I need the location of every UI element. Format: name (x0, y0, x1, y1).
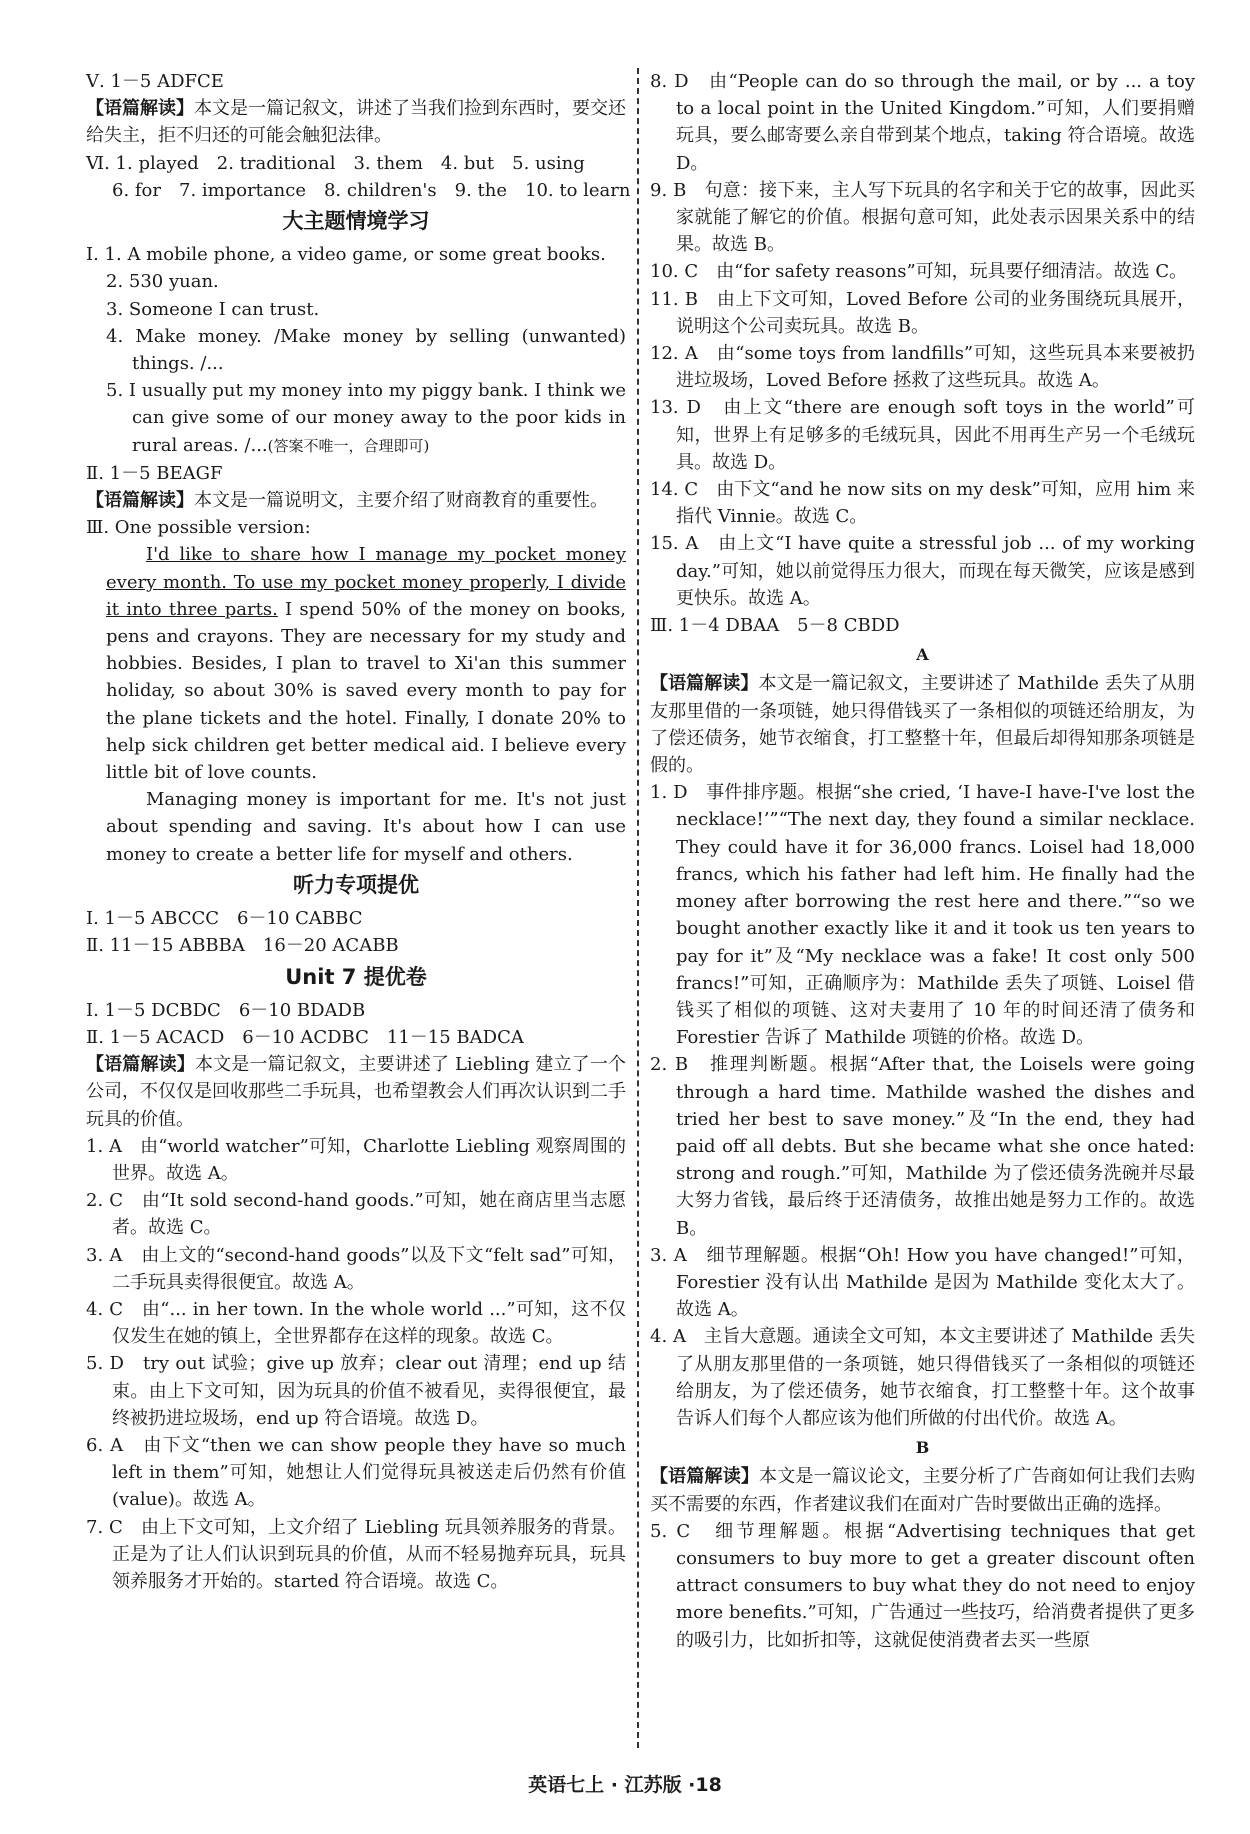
explanation-item: 9. B 句意：接下来，主人写下玩具的名字和关于它的故事，因此买家就能了解它的价值。根据句意可知，此处表示因果关系中的结果。故选 B。 (650, 179, 1195, 256)
unit7-ii-answers: Ⅱ. 1－5 ACACD 6－10 ACDBC 11－15 BADCA (86, 1026, 524, 1048)
explanation-item: 5. D try out 试验；give up 放弃；clear out 清理；end up 结束。由上下文可知，因为玩具的价值不被看见，卖得很便宜，最终被扔进垃圾场，end up 符合语境。故选 D。 (86, 1353, 626, 1429)
vi-answers-line2: 6. for 7. importance 8. children's 9. the 10. to learn (112, 179, 631, 201)
explanation-item: 4. A 主旨大意题。通读全文可知，本文主要讲述了 Mathilde 丢失了从朋友那里借的一条项链，她只得借钱买了一条相似的项链还给朋友，为了偿还债务，她节衣缩食，打工整整十年。这个故事告诉人们每个人都应该为他们所做的付出代价。故选 A。 (650, 1326, 1195, 1429)
theme-i-5-note: (答案不唯一，合理即可) (267, 436, 430, 455)
theme-i-4: 4. Make money. /Make money by selling (unwanted) things. /... (106, 325, 626, 375)
explanation-item: 7. C 由上下文可知，上文介绍了 Liebling 玩具领养服务的背景。正是为了让人们认识到玩具的价值，从而不轻易抛弃玩具，玩具领养服务才开始的。started 符合语境。故选 C。 (86, 1516, 626, 1592)
right-column (650, 68, 1195, 1654)
explanation-item: 11. B 由上下文可知，Loved Before 公司的业务围绕玩具展开，说明这个公司卖玩具。故选 B。 (650, 288, 1195, 337)
v-answers: Ⅴ. 1－5 ADFCE (86, 71, 224, 92)
reading-iii-answers: Ⅲ. 1－4 DBAA 5－8 CBDD (650, 615, 900, 637)
explanation-item: 2. B 推理判断题。根据“After that, the Loisels were going through a hard time. Mathilde washed the dishes and tried her best to save money.”及“In the end, they had paid off all debts. But she became what she once hated: strong and rough.”可知，Mathilde 为了偿还债务洗碗并尽最大努力省钱，最后终于还清债务，故推出她是努力工作的。故选 B。 (650, 1054, 1195, 1239)
explanation-item: 4. C 由“... in her town. In the whole world ...”可知，这不仅仅发生在她的镇上，全世界都存在这样的现象。故选 C。 (86, 1298, 626, 1348)
explanation-item: 6. A 由下文“then we can show people they have so much left in them”可知，她想让人们觉得玩具被送走后仍然有价值(value)。故选 A。 (86, 1434, 626, 1511)
passage-b-heading: B (915, 1438, 930, 1458)
reading-text: 本文是一篇议论文，主要分析了广告商如何让我们去购买不需要的东西，作者建议我们在面对广告时要做出正确的选择。 (650, 1466, 1196, 1515)
explanation-item: 5. C 细节理解题。根据“Advertising techniques that get consumers to buy more to get a greater discount often attract consumers to buy what they do not need to enjoy more benefits.”可知，广告通过一些技巧，给消费者提供了更多的吸引力，比如折扣等，这就促使消费者去买一些原 (650, 1520, 1195, 1651)
passage-b-reading-note (650, 1463, 1195, 1517)
explanation-item: 2. C 由“It sold second-hand goods.”可知，她在商店里当志愿者。故选 C。 (86, 1190, 626, 1239)
reading-tag: 【语篇解读】 (86, 490, 194, 512)
section-title-listening: 听力专项提优 (293, 872, 419, 897)
reading-tag: 【语篇解读】 (650, 1466, 760, 1488)
left-column (86, 68, 631, 1595)
explanation-item: 3. A 细节理解题。根据“Oh! How you have changed!”可知，Forestier 没有认出 Mathilde 是因为 Mathilde 变化太大了。故选 A。 (650, 1244, 1195, 1321)
explanation-item: 8. D 由“People can do so through the mail, or by ... a toy to a local point in the United Kingdom.”可知，人们要捐赠玩具，要么邮寄要么亲自带到某个地点，taking 符合语境。故选 D。 (650, 71, 1195, 174)
essay-body: I spend 50% of the money on books, pens and crayons. They are necessary for my study and hobbies. Besides, I plan to travel to Xi'an this summer holiday, so about 30% is saved every month to pay for the plane tickets and the hotel. Finally, I donate 20% to help sick children get better medical aid. I believe every little bit of love counts. (106, 598, 626, 784)
listening-ii-answers: Ⅱ. 11－15 ABBBA 16－20 ACABB (86, 935, 399, 957)
unit7-reading-note (86, 1051, 626, 1133)
essay-paragraph-2: Managing money is important for me. It's not just about spending and saving. It's about how I can use money to create a better life for myself and others. (106, 789, 626, 865)
listening-i-answers: Ⅰ. 1－5 ABCCC 6－10 CABBC (86, 908, 363, 930)
explanation-item: 12. A 由“some toys from landfills”可知，这些玩具本来要被扔进垃圾场，Loved Before 拯救了这些玩具。故选 A。 (650, 343, 1195, 392)
passage-a-heading: A (916, 645, 929, 665)
reading-text: 本文是一篇记叙文，主要讲述了 Mathilde 丢失了从朋友那里借的一条项链，她只得借钱买了一条相似的项链还给朋友，为了偿还债务，她节衣缩食，打工整整十年，但最后却得知那条项链是假的。 (650, 673, 1195, 777)
reading-tag: 【语篇解读】 (650, 673, 759, 695)
unit7-i-answers: Ⅰ. 1－5 DCBDC 6－10 BDADB (86, 999, 366, 1021)
essay-paragraph-1 (86, 541, 626, 786)
explanation-item: 1. A 由“world watcher”可知，Charlotte Liebling 观察周围的世界。故选 A。 (86, 1135, 626, 1184)
theme-i-5 (86, 377, 626, 460)
theme-i-3: 3. Someone I can trust. (106, 298, 320, 320)
explanation-item: 14. C 由下文“and he now sits on my desk”可知，应用 him 来指代 Vinnie。故选 C。 (650, 479, 1195, 528)
theme-iii-heading: Ⅲ. One possible version: (86, 517, 311, 539)
explanation-item: 15. A 由上文“I have quite a stressful job ... of my working day.”可知，她以前觉得压力很大，而现在每天微笑，应该是感到更快乐。故选 A。 (650, 533, 1195, 609)
page-footer: 英语七上 · 江苏版 ·18 (528, 1774, 722, 1796)
explanation-item: 1. D 事件排序题。根据“she cried, ‘I have-I have-I've lost the necklace!’”“The next day, they found a similar necklace. They could have it for 36,000 francs. Loisel had 18,000 francs, which his father had left him. He finally had the money after borrowing the rest here and there.”“so we bought another exactly like it and it took us ten years to pay for it”及“My necklace was a fake! It cost only 500 francs!”可知，正确顺序为：Mathilde 丢失了项链、Loisel 借钱买了相似的项链、这对夫妻用了 10 年的时间还清了债务和 Forestier 告诉了 Mathilde 项链的价格。故选 D。 (650, 782, 1195, 1049)
section-title-unit7: Unit 7 提优卷 (285, 964, 427, 989)
reading-tag: 【语篇解读】 (86, 98, 194, 120)
section-title-theme: 大主题情境学习 (282, 209, 430, 234)
essay-underlined-opening: I'd like to share how I manage my pocket money every month. To use my pocket money properly, I divide it into three parts. (106, 544, 626, 620)
reading-tag: 【语篇解读】 (86, 1054, 195, 1076)
theme-i-5-text: 5. I usually put my money into my piggy bank. I think we can give some of our money away to the poor kids in rural areas. /... (106, 380, 626, 456)
passage-a-reading-note (650, 670, 1195, 779)
explanation-item: 3. A 由上文的“second-hand goods”以及下文“felt sad”可知，二手玩具卖得很便宜。故选 A。 (86, 1244, 626, 1293)
theme-ii-answers: Ⅱ. 1－5 BEAGF (86, 462, 223, 484)
reading-text: 本文是一篇记叙文，讲述了当我们捡到东西时，要交还给失主，拒不归还的可能会触犯法律。 (86, 98, 626, 147)
vi-answers-line1: Ⅵ. 1. played 2. traditional 3. them 4. but 5. using (86, 152, 585, 174)
v-reading-note (86, 95, 626, 149)
explanation-item: 10. C 由“for safety reasons”可知，玩具要仔细清洁。故选 C。 (650, 261, 1188, 283)
theme-i-2: 2. 530 yuan. (106, 271, 219, 293)
theme-i-1: Ⅰ. 1. A mobile phone, a video game, or some great books. (86, 244, 606, 266)
explanation-item: 13. D 由上文“there are enough soft toys in the world”可知，世界上有足够多的毛绒玩具，因此不用再生产另一个毛绒玩具。故选 D。 (650, 397, 1195, 473)
reading-text: 本文是一篇记叙文，主要讲述了 Liebling 建立了一个公司，不仅仅是回收那些二手玩具，也希望教会人们再次认识到二手玩具的价值。 (86, 1054, 626, 1130)
column-divider (637, 68, 639, 1748)
theme-ii-reading-note (86, 487, 626, 514)
reading-text: 本文是一篇说明文，主要介绍了财商教育的重要性。 (194, 490, 608, 512)
